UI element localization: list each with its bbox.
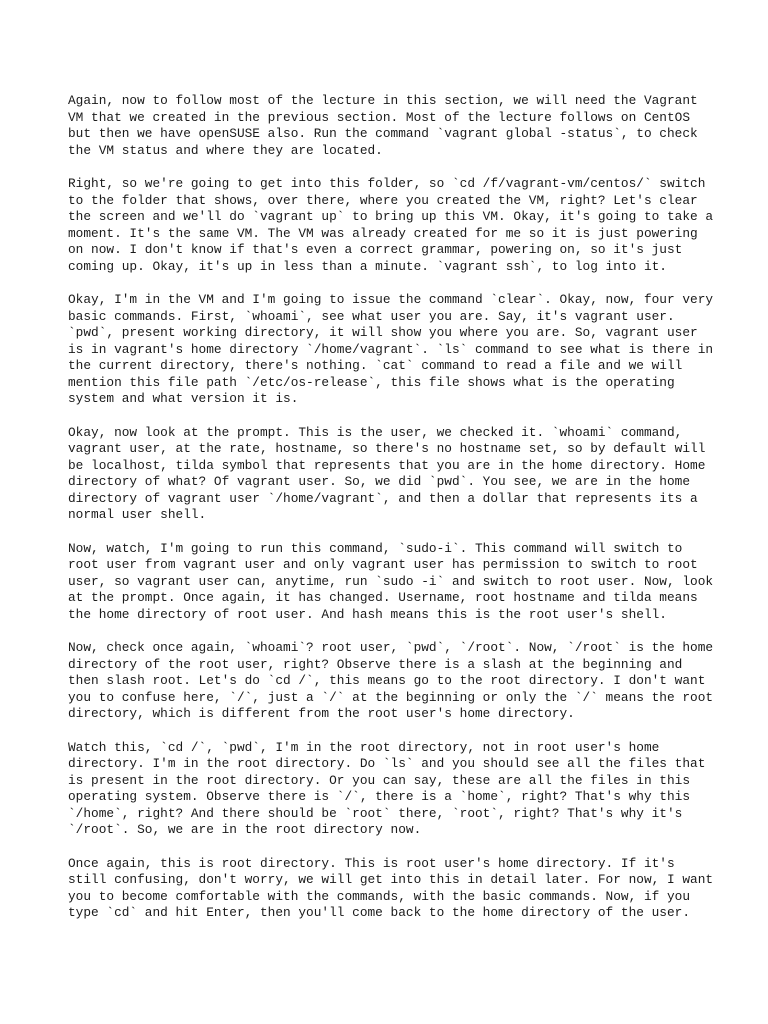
paragraph-7: Watch this, `cd /`, `pwd`, I'm in the root directory, not in root user's home directory. I'm in the root directory. Do `ls` and you should see all the files that is present in the root directory. Or you can say, these are all the files in this operating system. Observe there is `/`, there is a `home`, right? That's why this `/home`, right? And there should be `root` there, `root`, right? That's why it's `/root`. So, we are in the root directory now. — [68, 739, 706, 837]
paragraph-6: Now, check once again, `whoami`? root user, `pwd`, `/root`. Now, `/root` is the home directory of the root user, right? Observe there is a slash at the beginning and then slash root. Let's do `cd /`, this means go to the root directory. I don't want you to confuse here, `/`, just a `/` at the beginning or only the `/` means the root directory, which is different from the root user's home directory. — [68, 640, 714, 721]
paragraph-4: Okay, now look at the prompt. This is the user, we checked it. `whoami` command, vagrant user, at the rate, hostname, so there's no hostname set, so by default will be localhost, tilda symbol that represents that you are in the home directory. Home directory of what? Of vagrant user. So, we did `pwd`. You see, we are in the home directory of vagrant user `/home/vagrant`, and then a dollar that represents its a normal user shell. — [68, 424, 706, 522]
paragraph-5: Now, watch, I'm going to run this command, `sudo-i`. This command will switch to root user from vagrant user and only vagrant user has permission to switch to root user, so vagrant user can, anytime, run `sudo -i` and switch to root user. Now, look at the prompt. Once again, it has changed. Username, root hostname and tilda means the home directory of root user. And hash means this is the root user's shell. — [68, 540, 714, 622]
paragraph-1: Again, now to follow most of the lecture in this section, we will need the Vagrant VM that we created in the previous section. Most of the lecture follows on CentOS but then we have openSUSE also. Run the command `vagrant global -status`, to check the VM status and where they are located. — [68, 93, 698, 158]
paragraph-8: Once again, this is root directory. This is root user's home directory. If it's still confusing, don't worry, we will get into this in detail later. For now, I want you to become comfortable with the commands, with the basic commands. Now, if you type `cd` and hit Enter, then you'll come back to the home directory of the user. — [68, 855, 714, 920]
document-page — [68, 93, 714, 939]
paragraph-3: Okay, I'm in the VM and I'm going to issue the command `clear`. Okay, now, four very basic commands. First, `whoami`, see what user you are. Say, it's vagrant user. `pwd`, present working directory, it will show you where you are. So, vagrant user is in vagrant's home directory `/home/vagrant`. `ls` command to see what is there in the current directory, there's nothing. `cat` command to read a file and we will mention this file path `/etc/os-release`, this file shows what is the operating system and what version it is. — [68, 292, 714, 406]
paragraph-2: Right, so we're going to get into this folder, so `cd /f/vagrant-vm/centos/` switch to the folder that shows, over there, where you created the VM, right? Let's clear the screen and we'll do `vagrant up` to bring up this VM. Okay, it's going to take a moment. It's the same VM. The VM was already created for me so it is just powering on now. I don't know if that's even a correct grammar, powering on, so it's just coming up. Okay, it's up in less than a minute. `vagrant ssh`, to log into it. — [68, 176, 714, 274]
